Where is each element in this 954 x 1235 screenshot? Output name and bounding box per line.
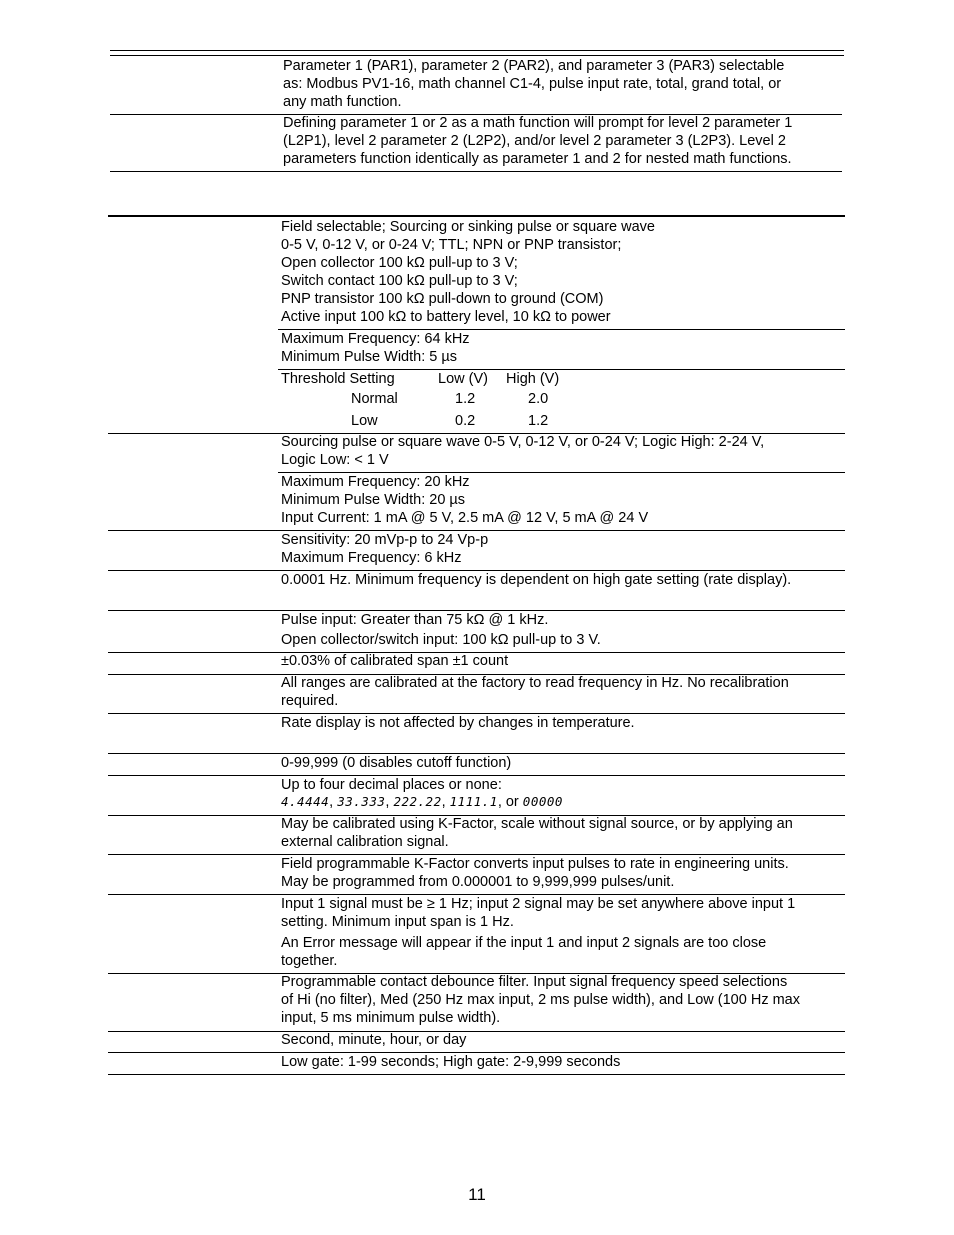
par-selection-line: as: Modbus PV1-16, math channel C1-4, pulse input rate, total, grand total, or	[283, 76, 782, 92]
input-types-line: PNP transistor 100 kΩ pull-down to ground (COM)	[281, 291, 604, 307]
sourcing-line: Logic Low: < 1 V	[281, 452, 389, 468]
debounce-line: input, 5 ms minimum pulse width).	[281, 1010, 501, 1026]
pulse-freq-line: Minimum Pulse Width: 5 µs	[281, 349, 457, 365]
cal-methods-line: May be calibrated using K-Factor, scale without signal source, or by applying an	[281, 816, 793, 832]
temperature-line: Rate display is not affected by changes in temperature.	[281, 715, 635, 731]
level2-line: Defining parameter 1 or 2 as a math function will prompt for level 2 parameter 1	[283, 115, 793, 131]
segment-display-value: 33.333	[337, 794, 386, 809]
threshold-row-name: Low	[351, 413, 378, 429]
sourcing-line: Sourcing pulse or square wave 0-5 V, 0-12 V, or 0-24 V; Logic High: 2-24 V,	[281, 434, 765, 450]
segment-display-value: 222.22	[393, 794, 442, 809]
segment-display-value: 4.4444	[281, 794, 330, 809]
calibration-line: All ranges are calibrated at the factory to read frequency in Hz. No recalibration	[281, 675, 789, 691]
sensitivity-line: Maximum Frequency: 6 kHz	[281, 550, 462, 566]
input-types-line: Switch contact 100 kΩ pull-up to 3 V;	[281, 273, 518, 289]
rule	[110, 50, 844, 51]
decimal-line: Up to four decimal places or none:	[281, 777, 502, 793]
rule	[110, 55, 844, 56]
level2-line: parameters function identically as parameter 1 and 2 for nested math functions.	[283, 151, 792, 167]
debounce-line: of Hi (no filter), Med (250 Hz max input, 2 ms pulse width), and Low (100 Hz max	[281, 992, 800, 1008]
kfactor-line: Field programmable K-Factor converts input pulses to rate in engineering units.	[281, 856, 789, 872]
kfactor-line: May be programmed from 0.000001 to 9,999,999 pulses/unit.	[281, 874, 675, 890]
level2-line: (L2P1), level 2 parameter 2 (L2P2), and/or level 2 parameter 3 (L2P3). Level 2	[283, 133, 786, 149]
input-types-line: Active input 100 kΩ to battery level, 10 kΩ to power	[281, 309, 611, 325]
threshold-row-low: 1.2	[455, 391, 476, 407]
cal-methods-line: external calibration signal.	[281, 834, 449, 850]
threshold-header-setting: Threshold Setting	[281, 371, 395, 387]
min-freq-line: 0.0001 Hz. Minimum frequency is dependent on high gate setting (rate display).	[281, 572, 792, 588]
threshold-row-low: 0.2	[455, 413, 476, 429]
threshold-header-high: High (V)	[506, 371, 560, 387]
segment-display-value: 00000	[522, 794, 563, 809]
pulse-freq-line: Maximum Frequency: 64 kHz	[281, 331, 470, 347]
input-span-line: setting. Minimum input span is 1 Hz.	[281, 914, 514, 930]
input-types-line: Open collector 100 kΩ pull-up to 3 V;	[281, 255, 518, 271]
impedance-line: Pulse input: Greater than 75 kΩ @ 1 kHz.	[281, 612, 549, 628]
threshold-row-name: Normal	[351, 391, 398, 407]
segment-display-value: 1111.1	[449, 794, 498, 809]
sourcing-freq-line: Maximum Frequency: 20 kHz	[281, 474, 470, 490]
table-bottom-rule	[108, 1074, 845, 1075]
error-msg-line: An Error message will appear if the input 1 and input 2 signals are too close	[281, 935, 767, 951]
error-msg-line: together.	[281, 953, 338, 969]
accuracy-line: ±0.03% of calibrated span ±1 count	[281, 653, 509, 669]
input-types-line: Field selectable; Sourcing or sinking pulse or square wave	[281, 219, 655, 235]
par-selection-line: Parameter 1 (PAR1), parameter 2 (PAR2), and parameter 3 (PAR3) selectable	[283, 58, 785, 74]
rule	[110, 171, 842, 172]
input-span-line: Input 1 signal must be ≥ 1 Hz; input 2 signal may be set anywhere above input 1	[281, 896, 796, 912]
threshold-header-low: Low (V)	[438, 371, 488, 387]
par-selection-line: any math function.	[283, 94, 402, 110]
table-top-rule	[108, 215, 845, 217]
threshold-row-high: 2.0	[528, 391, 549, 407]
calibration-line: required.	[281, 693, 339, 709]
sensitivity-line: Sensitivity: 20 mVp-p to 24 Vp-p	[281, 532, 489, 548]
rule	[108, 1031, 845, 1032]
cutoff-line: 0-99,999 (0 disables cutoff function)	[281, 755, 512, 771]
input-types-line: 0-5 V, 0-12 V, or 0-24 V; TTL; NPN or PNP transistor;	[281, 237, 622, 253]
time-base-line: Second, minute, hour, or day	[281, 1032, 467, 1048]
page-number: 11	[468, 1185, 486, 1204]
sourcing-freq-line: Minimum Pulse Width: 20 µs	[281, 492, 466, 508]
threshold-row-high: 1.2	[528, 413, 549, 429]
debounce-line: Programmable contact debounce filter. Input signal frequency speed selections	[281, 974, 788, 990]
impedance-line: Open collector/switch input: 100 kΩ pull-up to 3 V.	[281, 632, 601, 648]
sourcing-freq-line: Input Current: 1 mA @ 5 V, 2.5 mA @ 12 V, 5 mA @ 24 V	[281, 510, 649, 526]
decimal-examples: 4.4444, 33.333, 222.22, 1111.1, or 00000	[281, 794, 563, 810]
gate-line: Low gate: 1-99 seconds; High gate: 2-9,999 seconds	[281, 1054, 621, 1070]
